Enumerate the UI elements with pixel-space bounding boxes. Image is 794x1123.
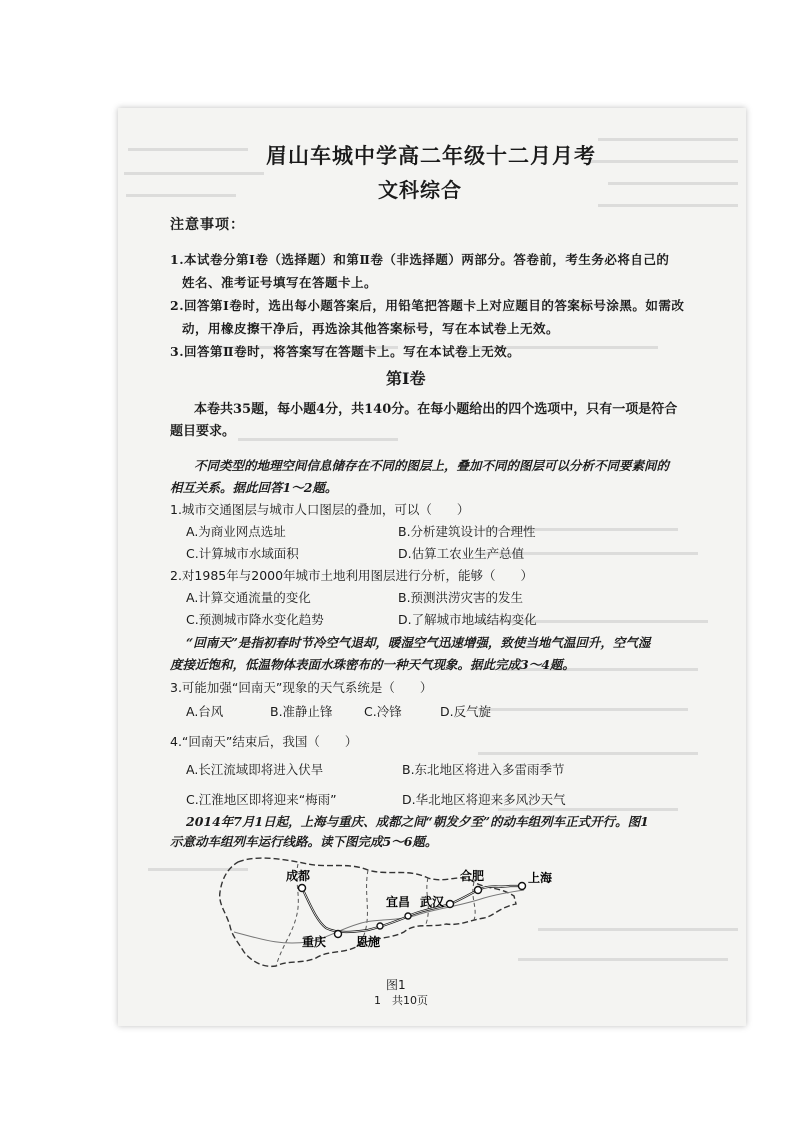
material-2-line-1: “回南天”是指初春时节冷空气退却，暖湿空气迅速增强，致使当地气温回升，空气湿 bbox=[186, 635, 651, 650]
city-marker-wuhan bbox=[447, 901, 454, 908]
question-2-option-a: A.计算交通流量的变化 bbox=[186, 590, 311, 605]
city-label-chengdu: 成都 bbox=[286, 869, 311, 883]
question-3-stem: 3.可能加强“回南天”现象的天气系统是（ ） bbox=[170, 680, 433, 695]
question-1-option-b: B.分析建筑设计的合理性 bbox=[398, 524, 536, 539]
material-1-line-1: 不同类型的地理空间信息储存在不同的图层上，叠加不同的图层可以分析不同要素间的 bbox=[194, 458, 670, 473]
section-intro-line-2: 题目要求。 bbox=[170, 424, 236, 439]
city-label-yichang: 宜昌 bbox=[386, 895, 411, 909]
question-4-option-a: A.长江流域即将进入伏旱 bbox=[186, 762, 324, 777]
notice-label: 注意事项： bbox=[170, 217, 245, 233]
question-3-option-b: B.准静止锋 bbox=[270, 704, 333, 719]
railway-line bbox=[302, 886, 522, 932]
section-title: 第Ⅰ卷 bbox=[386, 369, 426, 388]
question-2-option-d: D.了解城市地域结构变化 bbox=[398, 612, 537, 627]
material-1-line-2: 相互关系。据此回答1～2题。 bbox=[170, 480, 338, 495]
city-label-chongqing: 重庆 bbox=[302, 935, 327, 949]
city-marker-shanghai bbox=[519, 883, 526, 890]
material-2-line-2: 度接近饱和，低温物体表面水珠密布的一种天气现象。据此完成3～4题。 bbox=[170, 657, 575, 672]
city-marker-enshi bbox=[377, 923, 383, 929]
material-3-line-1: 2014年7月1日起，上海与重庆、成都之间“朝发夕至”的动车组列车正式开行。图1 bbox=[186, 814, 649, 829]
exam-subtitle: 文科综合 bbox=[378, 178, 462, 202]
question-1-stem: 1.城市交通图层与城市人口图层的叠加，可以（ ） bbox=[170, 502, 470, 517]
page-number: 1 共10页 bbox=[374, 994, 428, 1007]
question-3-option-a: A.台风 bbox=[186, 704, 224, 719]
material-3-line-2: 示意动车组列车运行线路。读下图完成5～6题。 bbox=[170, 834, 438, 849]
city-label-wuhan: 武汉 bbox=[420, 895, 445, 909]
question-4-option-c: C.江淮地区即将迎来“梅雨” bbox=[186, 792, 337, 807]
scanned-exam-page bbox=[118, 108, 746, 1026]
section-intro-line-1: 本卷共35题，每小题4分，共140分。在每小题给出的四个选项中，只有一项是符合 bbox=[194, 402, 678, 417]
exam-title: 眉山车城中学高二年级十二月月考 bbox=[266, 143, 596, 168]
city-label-shanghai: 上海 bbox=[528, 871, 553, 885]
question-2-stem: 2.对1985年与2000年城市土地利用图层进行分析，能够（ ） bbox=[170, 568, 534, 583]
question-3-option-c: C.冷锋 bbox=[364, 704, 402, 719]
notice-line-4: 动，用橡皮擦干净后，再选涂其他答案标号，写在本试卷上无效。 bbox=[182, 321, 560, 336]
question-1-option-a: A.为商业网点选址 bbox=[186, 524, 286, 539]
railway-route-map bbox=[198, 842, 598, 972]
question-4-option-b: B.东北地区将进入多雷雨季节 bbox=[402, 762, 565, 777]
city-marker-chengdu bbox=[299, 885, 306, 892]
railway-line-inner bbox=[302, 886, 522, 932]
city-label-enshi: 恩施 bbox=[356, 935, 381, 949]
city-marker-chongqing bbox=[335, 931, 342, 938]
city-label-hefei: 合肥 bbox=[460, 869, 485, 883]
notice-line-1: 1.本试卷分第Ⅰ卷（选择题）和第Ⅱ卷（非选择题）两部分。答卷前，考生务必将自己的 bbox=[170, 252, 670, 267]
figure-caption: 图1 bbox=[386, 978, 406, 992]
notice-line-3: 2.回答第Ⅰ卷时，选出每小题答案后，用铅笔把答题卡上对应题目的答案标号涂黑。如需改 bbox=[170, 298, 685, 313]
question-4-stem: 4.“回南天”结束后，我国（ ） bbox=[170, 734, 358, 749]
question-2-option-c: C.预测城市降水变化趋势 bbox=[186, 612, 324, 627]
question-4-option-d: D.华北地区将迎来多风沙天气 bbox=[402, 792, 566, 807]
notice-line-5: 3.回答第Ⅱ卷时，将答案写在答题卡上。写在本试卷上无效。 bbox=[170, 344, 521, 359]
question-1-option-d: D.估算工农业生产总值 bbox=[398, 546, 525, 561]
question-2-option-b: B.预测洪涝灾害的发生 bbox=[398, 590, 524, 605]
city-marker-yichang bbox=[405, 913, 411, 919]
city-marker-hefei bbox=[475, 887, 482, 894]
question-1-option-c: C.计算城市水域面积 bbox=[186, 546, 299, 561]
notice-line-2: 姓名、准考证号填写在答题卡上。 bbox=[182, 275, 378, 290]
question-3-option-d: D.反气旋 bbox=[440, 704, 492, 719]
